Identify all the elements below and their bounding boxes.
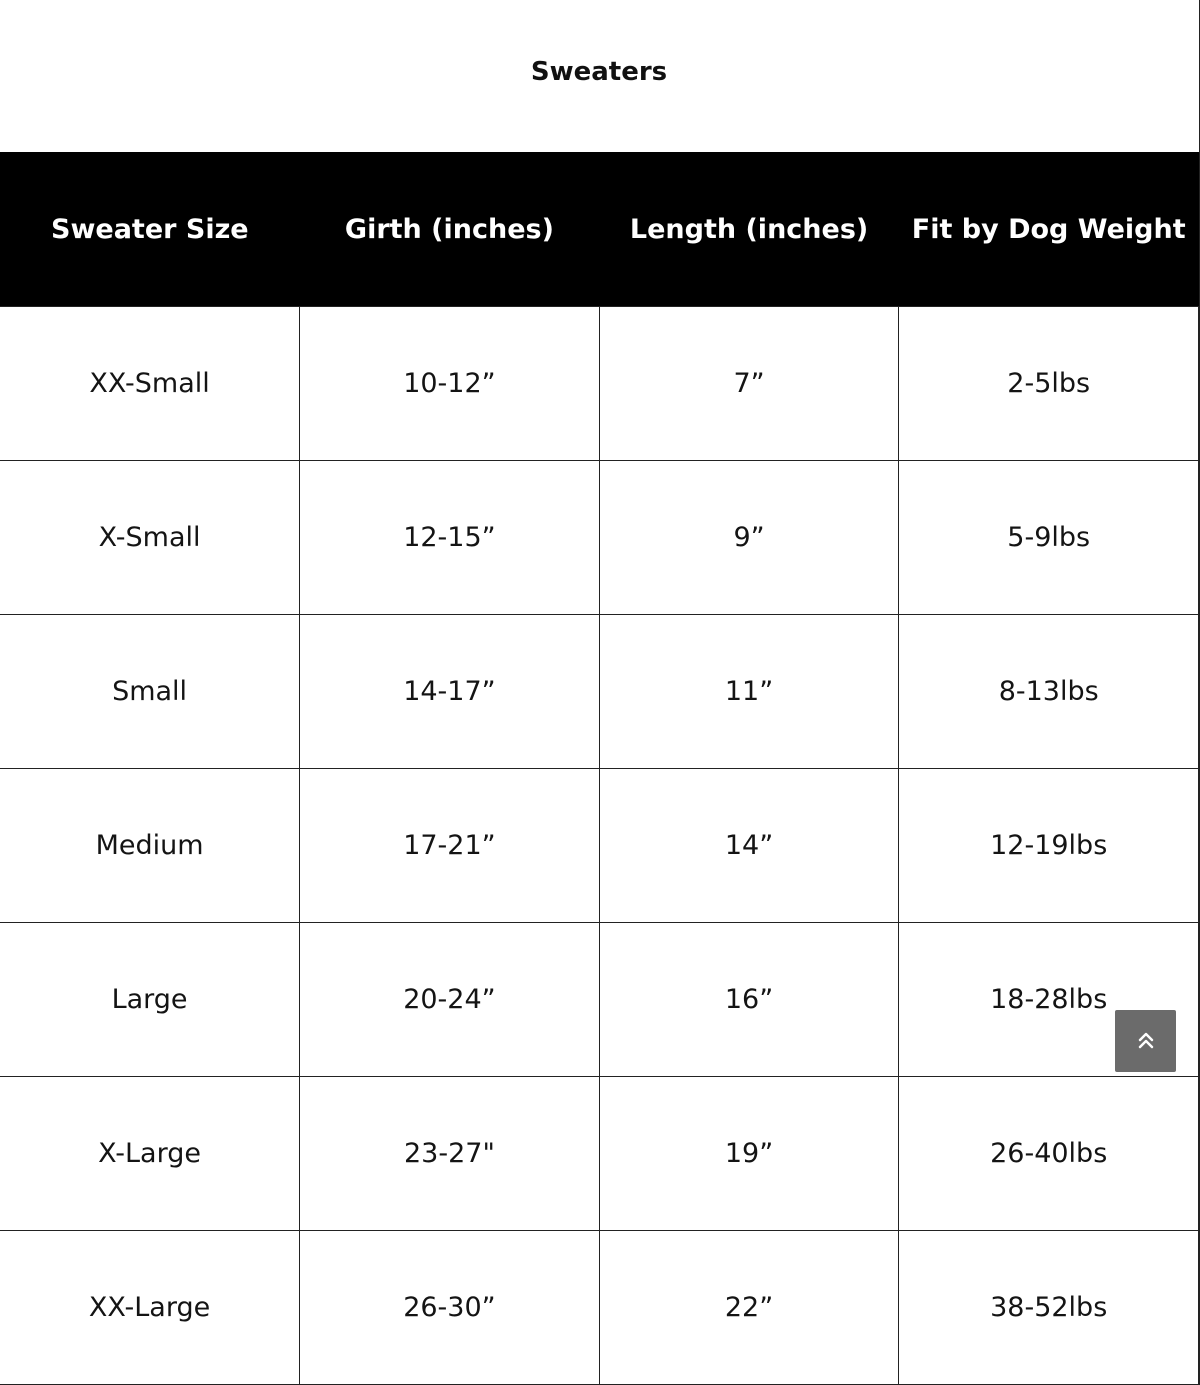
table-header-row — [0, 152, 1199, 307]
girth-cell: 26-30” — [300, 1231, 600, 1385]
column-header-weight: Fit by Dog Weight — [899, 152, 1199, 307]
size-cell: Small — [0, 615, 300, 769]
size-cell: X-Large — [0, 1077, 300, 1231]
size-chart-table — [0, 152, 1199, 1385]
scroll-to-top-button[interactable] — [1115, 1010, 1176, 1072]
girth-cell: 10-12” — [300, 307, 600, 461]
girth-cell: 17-21” — [300, 769, 600, 923]
girth-cell: 14-17” — [300, 615, 600, 769]
size-cell: XX-Large — [0, 1231, 300, 1385]
column-header-girth: Girth (inches) — [300, 152, 600, 307]
weight-cell: 26-40lbs — [899, 1077, 1199, 1231]
table-row — [0, 769, 1199, 923]
double-chevron-up-icon — [1136, 1030, 1156, 1052]
length-cell: 14” — [599, 769, 899, 923]
length-cell: 7” — [599, 307, 899, 461]
page-title: Sweaters — [530, 57, 668, 87]
weight-cell: 5-9lbs — [899, 461, 1199, 615]
size-cell: XX-Small — [0, 307, 300, 461]
table-row — [0, 923, 1199, 1077]
column-header-size: Sweater Size — [0, 152, 300, 307]
length-cell: 16” — [599, 923, 899, 1077]
weight-cell: 12-19lbs — [899, 769, 1199, 923]
weight-cell: 18-28lbs — [899, 923, 1199, 1077]
table-row — [0, 1231, 1199, 1385]
weight-cell: 8-13lbs — [899, 615, 1199, 769]
table-row — [0, 1077, 1199, 1231]
size-cell: Medium — [0, 769, 300, 923]
size-cell: Large — [0, 923, 300, 1077]
table-row — [0, 461, 1199, 615]
length-cell: 11” — [599, 615, 899, 769]
table-row — [0, 307, 1199, 461]
column-header-length: Length (inches) — [599, 152, 899, 307]
size-cell: X-Small — [0, 461, 300, 615]
length-cell: 19” — [599, 1077, 899, 1231]
girth-cell: 20-24” — [300, 923, 600, 1077]
length-cell: 9” — [599, 461, 899, 615]
table-row — [0, 615, 1199, 769]
weight-cell: 38-52lbs — [899, 1231, 1199, 1385]
girth-cell: 23-27" — [300, 1077, 600, 1231]
length-cell: 22” — [599, 1231, 899, 1385]
weight-cell: 2-5lbs — [899, 307, 1199, 461]
girth-cell: 12-15” — [300, 461, 600, 615]
